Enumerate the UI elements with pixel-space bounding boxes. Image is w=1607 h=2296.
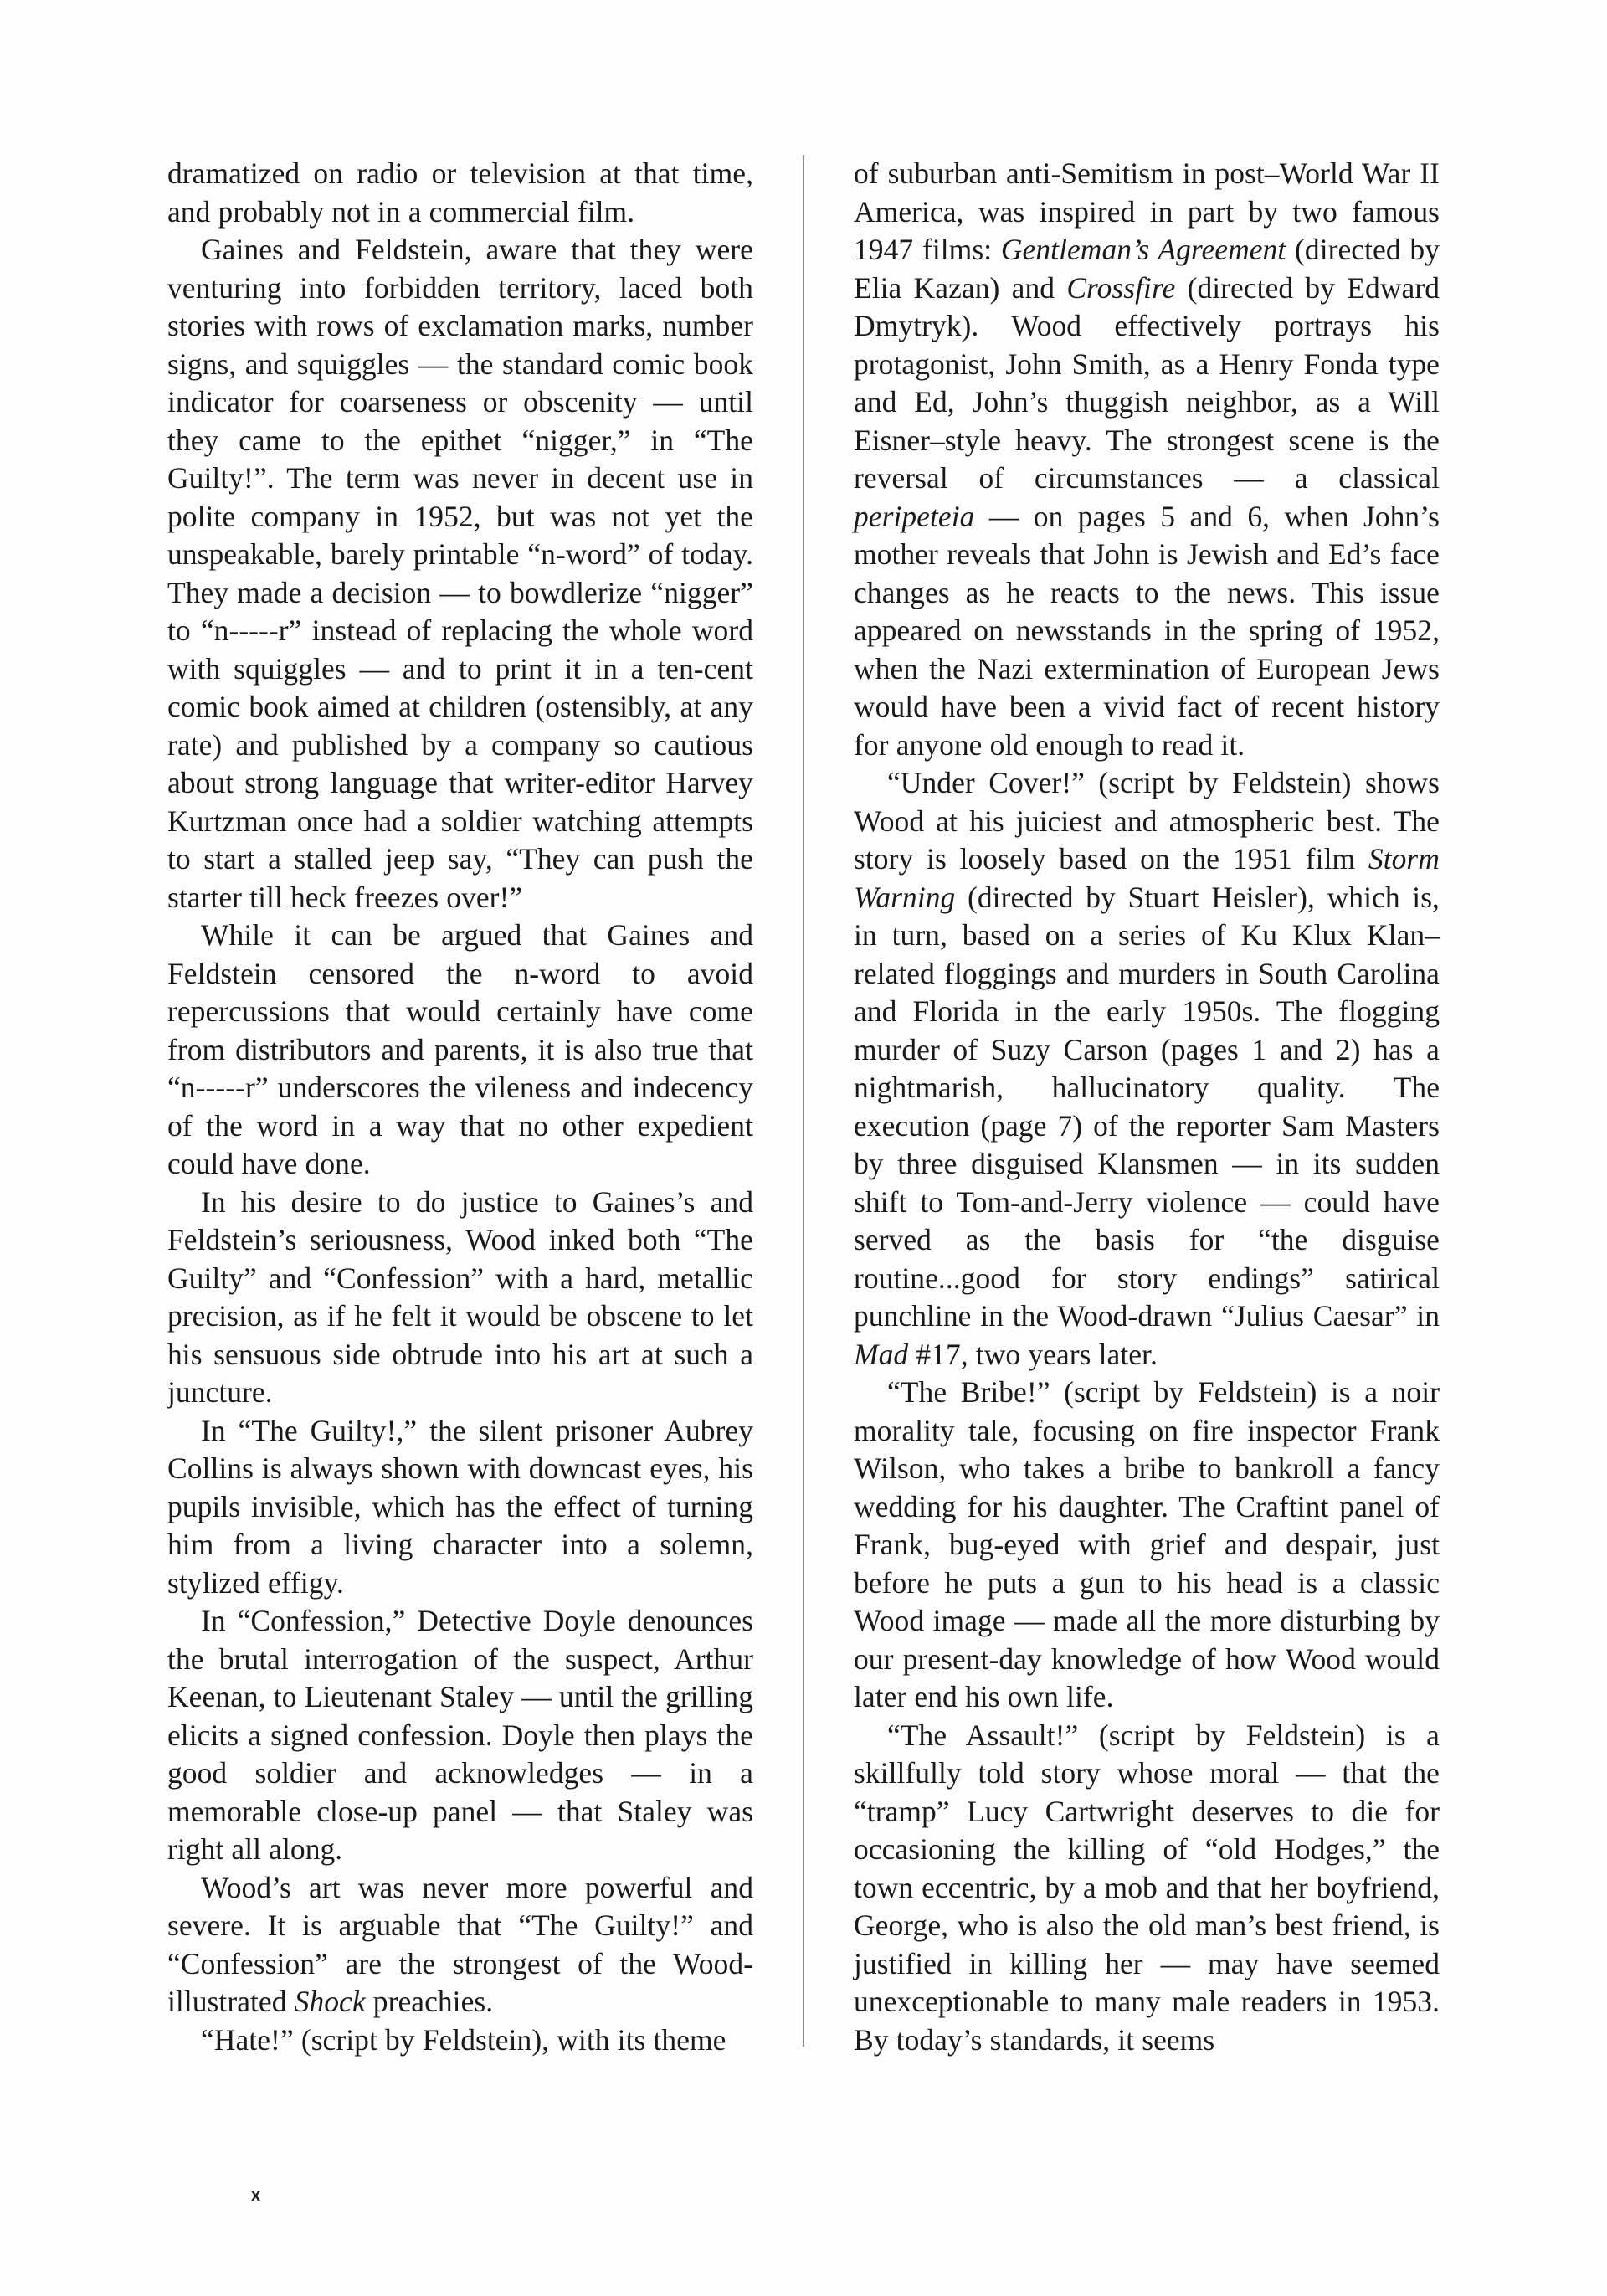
two-column-layout	[167, 155, 1440, 2063]
paragraph: “The Assault!” (script by Feldstein) is a skillfully told story whose moral — that the “tramp” Lucy Cartwright deserves to die for occasioning the killing of “old Hodges,” the town eccentric, by a mob and that her boyfriend, George, who is also the old man’s best friend, is justified in killing her — may have seemed unexceptionable to many male readers in 1953. By today’s standards, it seems	[854, 1718, 1440, 2057]
paragraph: Wood’s art was never more powerful and severe. It is arguable that “The Guilty!” and “Confession” are the strongest of the Wood-illustrated Shock preachies.	[167, 1870, 753, 2018]
text-column-left	[167, 155, 778, 2063]
paragraph: Gaines and Feldstein, aware that they were venturing into forbidden territory, laced both stories with rows of exclamation marks, number signs, and squiggles — the standard comic book indicator for coarseness or obscenity — until they came to the epithet “nigger,” in “The Guilty!”. The term was never in decent use in polite company in 1952, but was not yet the unspeakable, barely printable “n-word” of today. They made a decision — to bowdlerize “nigger” to “n-----r” instead of replacing the whole word with squiggles — and to print it in a ten-cent comic book aimed at children (ostensibly, at any rate) and published by a company so cautious about strong language that writer-editor Harvey Kurtzman once had a soldier watching attempts to start a stalled jeep say, “They can push the starter till heck freezes over!”	[167, 233, 753, 914]
paragraph: While it can be argued that Gaines and Feldstein censored the n-word to avoid repercussions that would certainly have come from distributors and parents, it is also true that “n-----r” underscores the vileness and indecency of the word in a way that no other expedient could have done.	[167, 918, 753, 1180]
paragraph: In his desire to do justice to Gaines’s and Feldstein’s seriousness, Wood inked both “The Guilty” and “Confession” with a hard, metallic precision, as if he felt it would be obscene to let his sensuous side obtrude into his art at such a juncture.	[167, 1184, 753, 1409]
paragraph: In “Confession,” Detective Doyle denounces the brutal interrogation of the suspect, Arthur Keenan, to Lieutenant Staley — until the grilling elicits a signed confession. Doyle then plays the good soldier and acknowledges — in a memorable close-up panel — that Staley was right all along.	[167, 1604, 753, 1866]
paragraph: “Under Cover!” (script by Feldstein) shows Wood at his juiciest and atmospheric best. The story is loosely based on the 1951 film Storm Warning (directed by Stuart Heisler), which is, in turn, based on a series of Ku Klux Klan–related floggings and murders in South Carolina and Florida in the early 1950s. The flogging murder of Suzy Carson (pages 1 and 2) has a nightmarish, hallucinatory quality. The execution (page 7) of the reporter Sam Masters by three disguised Klansmen — in its sudden shift to Tom-and-Jerry violence — could have served as the basis for “the disguise routine...good for story endings” satirical punchline in the Wood-drawn “Julius Caesar” in Mad #17, two years later.	[854, 766, 1440, 1371]
page-text-block	[167, 155, 1440, 2063]
text-column-right	[778, 155, 1440, 2063]
paragraph: “Hate!” (script by Feldstein), with its theme	[201, 2022, 726, 2057]
page-number-folio: x	[251, 2186, 261, 2205]
paragraph: dramatized on radio or television at that time, and probably not in a commercial film.	[167, 157, 753, 229]
paragraph: “The Bribe!” (script by Feldstein) is a noir morality tale, focusing on fire inspector Frank Wilson, who takes a bribe to bankroll a fancy wedding for his daughter. The Craftint panel of Frank, bug-eyed with grief and despair, just before he puts a gun to his head is a classic Wood image — made all the more disturbing by our present-day knowledge of how Wood would later end his own life.	[854, 1375, 1440, 1713]
paragraph: In “The Guilty!,” the silent prisoner Aubrey Collins is always shown with downcast eyes, his pupils invisible, which has the effect of turning him from a living character into a solemn, stylized effigy.	[167, 1413, 753, 1600]
paragraph: of suburban anti-Semitism in post–World War II America, was inspired in part by two famous 1947 films: Gentleman’s Agreement (directed by Elia Kazan) and Crossfire (directed by Edward Dmytryk). Wood effectively portrays his protagonist, John Smith, as a Henry Fonda type and Ed, John’s thuggish neighbor, as a Will Eisner–style heavy. The strongest scene is the reversal of circumstances — a classical peripeteia — on pages 5 and 6, when John’s mother reveals that John is Jewish and Ed’s face changes as he reacts to the news. This issue appeared on newsstands in the spring of 1952, when the Nazi extermination of European Jews would have been a vivid fact of recent history for anyone old enough to read it.	[854, 157, 1440, 762]
